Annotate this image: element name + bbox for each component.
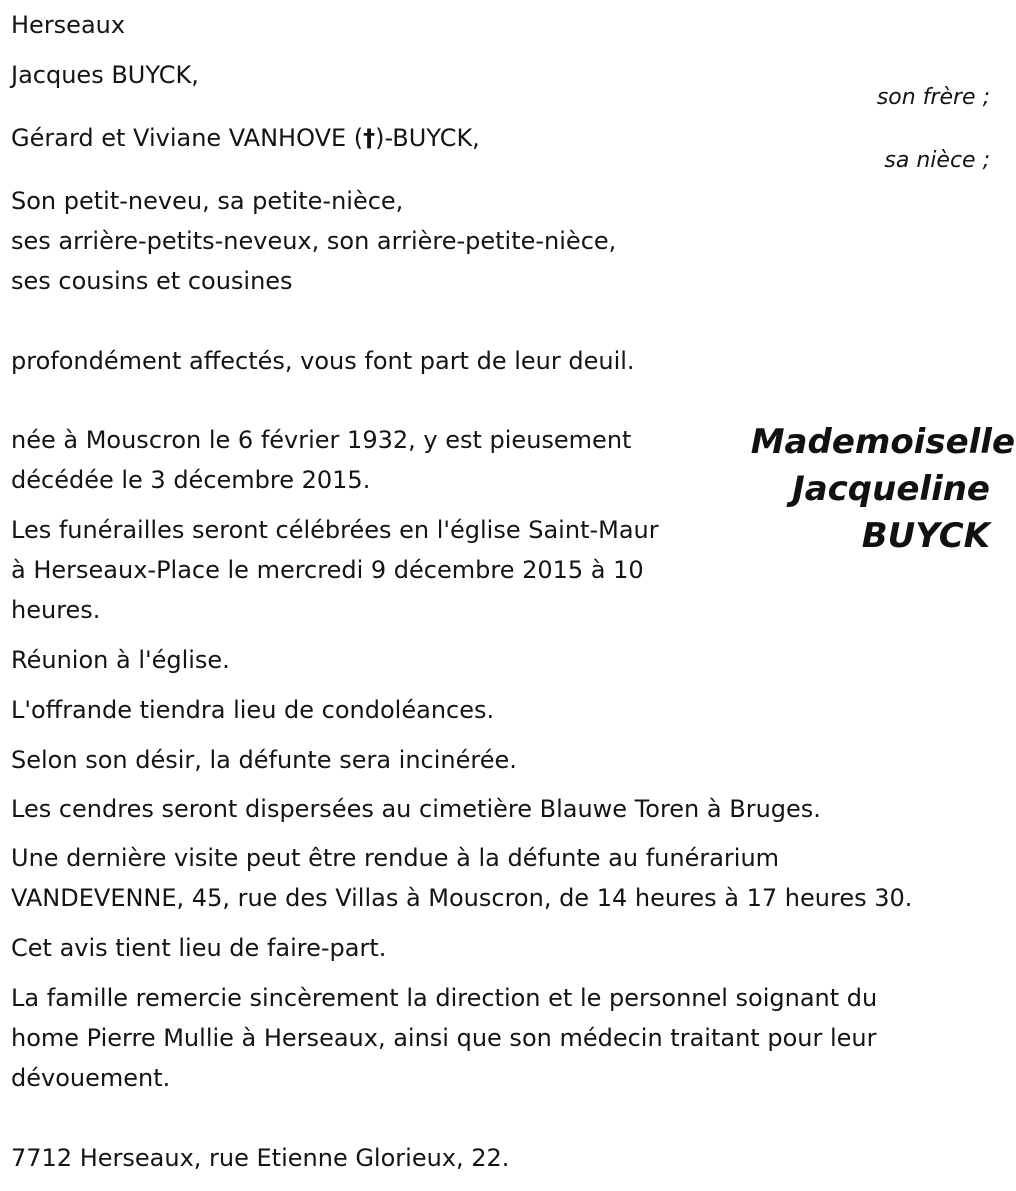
visit-line: Une dernière visite peut être rendue à la défunte au funérarium xyxy=(11,844,780,872)
announcement-text: profondément affectés, vous font part de leur deuil. xyxy=(11,347,635,375)
deceased-last-name: BUYCK xyxy=(861,516,990,556)
family-member-relation: son frère ; xyxy=(876,85,990,110)
others-line: ses cousins et cousines xyxy=(11,267,293,295)
funeral-line: heures. xyxy=(11,596,101,624)
name-part: Gérard et Viviane VANHOVE ( xyxy=(11,124,364,152)
address-line: 7712 Herseaux, rue Etienne Glorieux, 22. xyxy=(11,1144,510,1172)
header-location: Herseaux xyxy=(11,11,126,39)
funeral-line: à Herseaux-Place le mercredi 9 décembre 2015 à 10 xyxy=(11,556,644,584)
funeral-line: Les funérailles seront célébrées en l'église Saint-Maur xyxy=(11,516,659,544)
visit-line: VANDEVENNE, 45, rue des Villas à Mouscron, de 14 heures à 17 heures 30. xyxy=(11,884,913,912)
family-member-name: Jacques BUYCK, xyxy=(11,61,199,89)
thanks-line: La famille remercie sincèrement la direction et le personnel soignant du xyxy=(11,984,878,1012)
offering-line: L'offrande tiendra lieu de condoléances. xyxy=(11,696,495,724)
cross-symbol: † xyxy=(363,124,376,152)
others-line: ses arrière-petits-neveux, son arrière-petite-nièce, xyxy=(11,227,617,255)
cremation-line: Selon son désir, la défunte sera incinérée. xyxy=(11,746,517,774)
family-member-name xyxy=(11,118,480,158)
ashes-line: Les cendres seront dispersées au cimetière Blauwe Toren à Bruges. xyxy=(11,795,821,823)
notice-line: Cet avis tient lieu de faire-part. xyxy=(11,934,387,962)
family-member-relation: sa nièce ; xyxy=(884,148,990,173)
meeting-line: Réunion à l'église. xyxy=(11,646,230,674)
birth-line: née à Mouscron le 6 février 1932, y est pieusement xyxy=(11,426,632,454)
deceased-name xyxy=(750,419,1015,560)
name-part: )-BUYCK, xyxy=(375,124,480,152)
deceased-title: Mademoiselle xyxy=(750,422,1015,462)
thanks-line: home Pierre Mullie à Herseaux, ainsi que son médecin traitant pour leur xyxy=(11,1024,877,1052)
others-line: Son petit-neveu, sa petite-nièce, xyxy=(11,187,404,215)
birth-line: décédée le 3 décembre 2015. xyxy=(11,466,371,494)
thanks-line: dévouement. xyxy=(11,1064,171,1092)
deceased-first-name: Jacqueline xyxy=(792,469,990,509)
